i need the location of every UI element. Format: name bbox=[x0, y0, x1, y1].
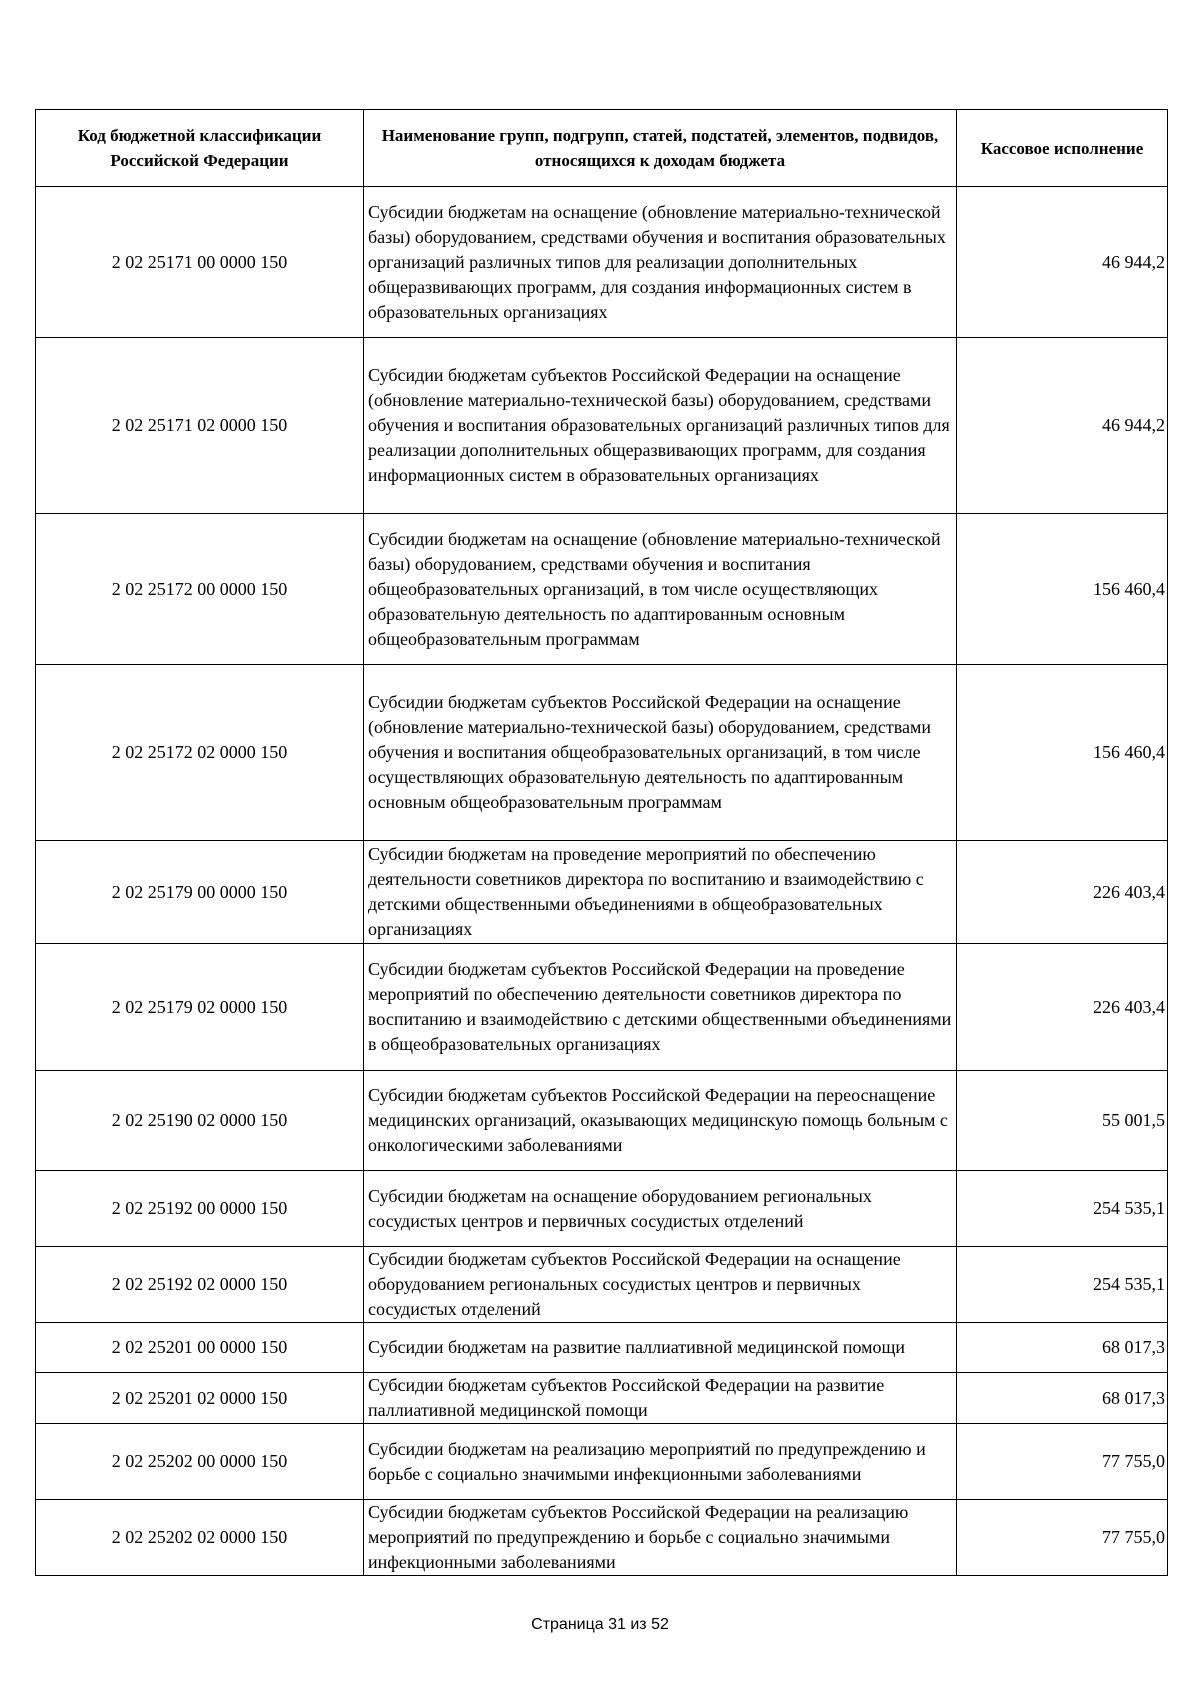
row-code: 2 02 25192 00 0000 150 bbox=[36, 1171, 364, 1247]
row-amount: 77 755,0 bbox=[957, 1424, 1168, 1500]
row-name: Субсидии бюджетам на оснащение (обновление материально-технической базы) оборудованием, средствами обучения и воспитания образовательных организаций различных типов для реализации дополнительных общеразвивающих программ, для создания информационных систем в образовательных организациях bbox=[364, 187, 957, 338]
row-code: 2 02 25201 00 0000 150 bbox=[36, 1323, 364, 1373]
table-row bbox=[36, 665, 1168, 841]
row-code: 2 02 25179 02 0000 150 bbox=[36, 944, 364, 1071]
table-row bbox=[36, 1500, 1168, 1576]
row-name: Субсидии бюджетам субъектов Российской Федерации на реализацию мероприятий по предупреждению и борьбе с социально значимыми инфекционными заболеваниями bbox=[364, 1500, 957, 1576]
row-code: 2 02 25179 00 0000 150 bbox=[36, 841, 364, 944]
row-code: 2 02 25202 00 0000 150 bbox=[36, 1424, 364, 1500]
row-name: Субсидии бюджетам субъектов Российской Федерации на оснащение (обновление материально-технической базы) оборудованием, средствами обучения и воспитания общеобразовательных организаций, в том числе осуществляющих образовательную деятельность по адаптированным основным общеобразовательным программам bbox=[364, 665, 957, 841]
row-name: Субсидии бюджетам на оснащение (обновление материально-технической базы) оборудованием, средствами обучения и воспитания общеобразовательных организаций, в том числе осуществляющих образовательную деятельность по адаптированным основным общеобразовательным программам bbox=[364, 514, 957, 665]
table-row bbox=[36, 1424, 1168, 1500]
row-amount: 156 460,4 bbox=[957, 514, 1168, 665]
row-name: Субсидии бюджетам на проведение мероприятий по обеспечению деятельности советников директора по воспитанию и взаимодействию с детскими общественными объединениями в общеобразовательных организациях bbox=[364, 841, 957, 944]
table-row bbox=[36, 1171, 1168, 1247]
row-code: 2 02 25202 02 0000 150 bbox=[36, 1500, 364, 1576]
table-row bbox=[36, 1373, 1168, 1424]
row-code: 2 02 25172 02 0000 150 bbox=[36, 665, 364, 841]
row-name: Субсидии бюджетам на реализацию мероприятий по предупреждению и борьбе с социально значимыми инфекционными заболеваниями bbox=[364, 1424, 957, 1500]
row-amount: 68 017,3 bbox=[957, 1373, 1168, 1424]
row-name: Субсидии бюджетам на развитие паллиативной медицинской помощи bbox=[364, 1323, 957, 1373]
row-amount: 226 403,4 bbox=[957, 944, 1168, 1071]
row-amount: 254 535,1 bbox=[957, 1247, 1168, 1323]
table-row bbox=[36, 187, 1168, 338]
row-code: 2 02 25190 02 0000 150 bbox=[36, 1071, 364, 1171]
budget-revenue-table bbox=[35, 109, 1168, 1576]
row-name: Субсидии бюджетам на оснащение оборудованием региональных сосудистых центров и первичных сосудистых отделений bbox=[364, 1171, 957, 1247]
header-name: Наименование групп, подгрупп, статей, подстатей, элементов, подвидов, относящихся к доходам бюджета bbox=[364, 110, 957, 187]
row-amount: 77 755,0 bbox=[957, 1500, 1168, 1576]
row-amount: 46 944,2 bbox=[957, 187, 1168, 338]
page-number: Страница 31 из 52 bbox=[531, 1616, 669, 1633]
row-name: Субсидии бюджетам субъектов Российской Федерации на оснащение (обновление материально-технической базы) оборудованием, средствами обучения и воспитания образовательных организаций различных типов для реализации дополнительных общеразвивающих программ, для создания информационных систем в образовательных организациях bbox=[364, 338, 957, 514]
row-code: 2 02 25201 02 0000 150 bbox=[36, 1373, 364, 1424]
row-amount: 46 944,2 bbox=[957, 338, 1168, 514]
row-amount: 226 403,4 bbox=[957, 841, 1168, 944]
table-header-row bbox=[36, 110, 1168, 187]
header-amount: Кассовое исполнение bbox=[957, 110, 1168, 187]
table-row bbox=[36, 514, 1168, 665]
header-code: Код бюджетной классификации Российской Федерации bbox=[36, 110, 364, 187]
row-amount: 156 460,4 bbox=[957, 665, 1168, 841]
table-row bbox=[36, 1071, 1168, 1171]
table-row bbox=[36, 1247, 1168, 1323]
row-amount: 254 535,1 bbox=[957, 1171, 1168, 1247]
table-row bbox=[36, 1323, 1168, 1373]
row-name: Субсидии бюджетам субъектов Российской Федерации на проведение мероприятий по обеспечению деятельности советников директора по воспитанию и взаимодействию с детскими общественными объединениями в общеобразовательных организациях bbox=[364, 944, 957, 1071]
row-name: Субсидии бюджетам субъектов Российской Федерации на развитие паллиативной медицинской помощи bbox=[364, 1373, 957, 1424]
row-name: Субсидии бюджетам субъектов Российской Федерации на переоснащение медицинских организаций, оказывающих медицинскую помощь больным с онкологическими заболеваниями bbox=[364, 1071, 957, 1171]
row-code: 2 02 25171 00 0000 150 bbox=[36, 187, 364, 338]
row-amount: 55 001,5 bbox=[957, 1071, 1168, 1171]
row-code: 2 02 25171 02 0000 150 bbox=[36, 338, 364, 514]
table-row bbox=[36, 841, 1168, 944]
row-name: Субсидии бюджетам субъектов Российской Федерации на оснащение оборудованием региональных сосудистых центров и первичных сосудистых отделений bbox=[364, 1247, 957, 1323]
table-row bbox=[36, 944, 1168, 1071]
row-code: 2 02 25172 00 0000 150 bbox=[36, 514, 364, 665]
row-code: 2 02 25192 02 0000 150 bbox=[36, 1247, 364, 1323]
table-row bbox=[36, 338, 1168, 514]
row-amount: 68 017,3 bbox=[957, 1323, 1168, 1373]
